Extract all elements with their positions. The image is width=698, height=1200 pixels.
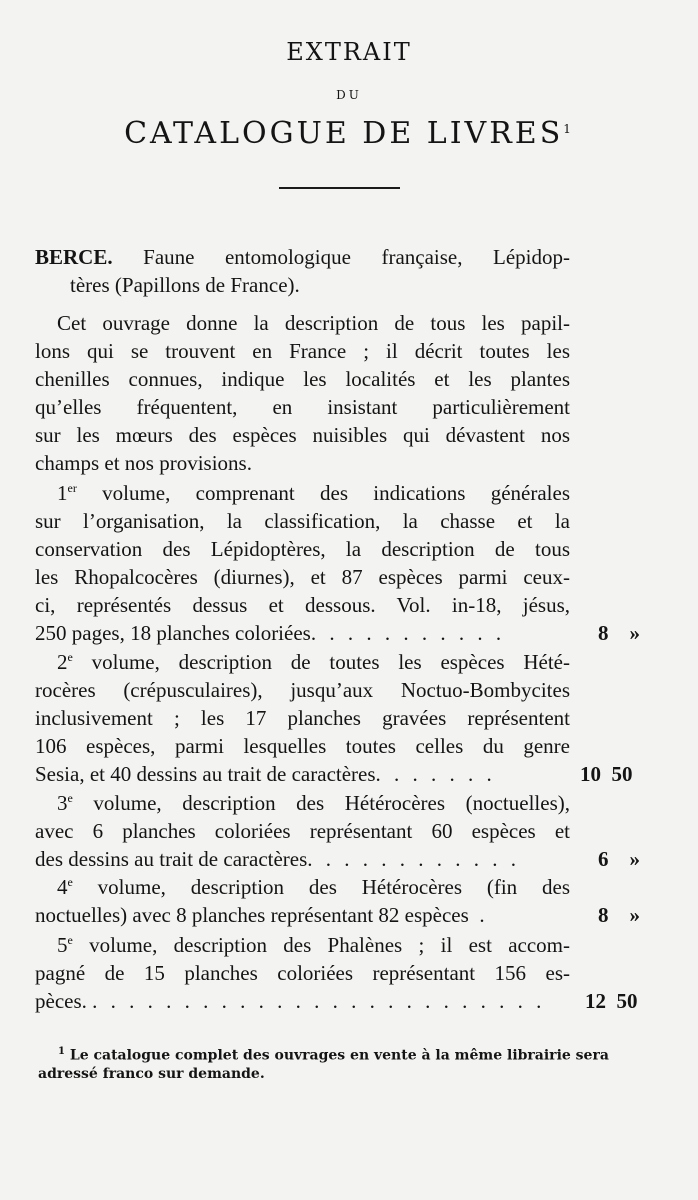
price-centimes: 50: [611, 762, 633, 786]
dot-leader: . . . . . . . . . . .: [310, 621, 506, 645]
volume-3-text: volume, description des Hétérocères (noctuelles),: [72, 791, 570, 815]
entry-title-line-2: tères (Papillons de France).: [70, 273, 300, 297]
volume-2-text-end: Sesia, et 40 dessins au trait de caractères: [35, 762, 376, 786]
description-line: lons qui se trouvent en France ; il décrit toutes les: [35, 339, 570, 363]
volume-1-line: les Rhopalcocères (diurnes), et 87 espèces parmi ceux-: [35, 565, 570, 589]
dot-leader: . . . . . . .: [375, 762, 496, 786]
entry-title-text: Faune entomologique française, Lépidop-: [143, 245, 571, 269]
volume-2-ordinal: e: [67, 650, 73, 664]
volume-5-text-end: pèces.: [35, 989, 87, 1013]
volume-4-line: [35, 901, 489, 929]
description-line: Cet ouvrage donne la description de tous les papil-: [57, 311, 570, 335]
dot-leader: . . . . . . . . . . . . . . . . . . . . . . . . .: [92, 989, 546, 1013]
volume-5-line: pagné de 15 planches coloriées représentant 156 es-: [35, 961, 570, 985]
du-heading: DU: [336, 88, 362, 102]
description-line: sur les mœurs des espèces nuisibles qui dévastent nos: [35, 423, 570, 447]
price-francs: 12: [585, 989, 606, 1013]
price-centimes: »: [629, 847, 640, 871]
volume-2-line: rocères (crépusculaires), jusqu’aux Noctuo-Bombycites: [35, 678, 570, 702]
volume-2-price: [580, 760, 633, 788]
volume-4-line: [57, 873, 570, 901]
volume-5-ordinal: e: [67, 933, 73, 947]
catalogue-title: [0, 116, 698, 151]
volume-3-line: avec 6 planches coloriées représentant 60 espèces et: [35, 819, 570, 843]
volume-4-text-end: noctuelles) avec 8 planches représentant 82 espèces: [35, 903, 469, 927]
description-line: champs et nos provisions.: [35, 451, 252, 475]
volume-2-line: 106 espèces, parmi lesquelles toutes celles du genre: [35, 734, 570, 758]
volume-1-line: [35, 619, 505, 647]
volume-2-line: [57, 648, 570, 676]
volume-1-text-end: 250 pages, 18 planches coloriées: [35, 621, 311, 645]
catalogue-title-text: CATALOGUE DE LIVRES: [124, 116, 564, 151]
volume-1-line: ci, représentés dessus et dessous. Vol. in-18, jésus,: [35, 593, 570, 617]
volume-4-ordinal: e: [67, 875, 73, 889]
description-line: qu’elles fréquentent, en insistant particulièrement: [35, 395, 570, 419]
volume-5-text: volume, description des Phalènes ; il est accom-: [72, 933, 570, 957]
volume-4-text: volume, description des Hétérocères (fin des: [72, 875, 570, 899]
price-centimes: 50: [616, 989, 638, 1013]
volume-1-line: sur l’organisation, la classification, la chasse et la: [35, 509, 570, 533]
volume-4-price: [598, 901, 640, 929]
price-francs: 10: [580, 762, 601, 786]
volume-1-ordinal: er: [67, 481, 77, 495]
volume-5-line: [35, 987, 545, 1015]
price-francs: 6: [598, 847, 609, 871]
price-francs: 8: [598, 903, 609, 927]
description-line: chenilles connues, indique les localités et les plantes: [35, 367, 570, 391]
volume-4-number: 4: [57, 875, 68, 899]
footnote-mark: 1: [58, 1046, 65, 1057]
price-francs: 8: [598, 621, 609, 645]
extrait-heading: EXTRAIT: [286, 38, 412, 66]
dot-leader: . . . . . . . . . . . .: [307, 847, 521, 871]
footnote-text: Le catalogue complet des ouvrages en vente à la même librairie sera: [69, 1047, 609, 1064]
volume-1-line: conservation des Lépidoptères, la description de tous: [35, 537, 570, 561]
volume-2-text: volume, description de toutes les espèces Hété-: [72, 650, 570, 674]
volume-2-number: 2: [57, 650, 68, 674]
title-rule: [279, 187, 400, 189]
volume-5-line: [57, 931, 570, 959]
entry-title-line-1: [35, 243, 570, 271]
volume-1-line: [57, 479, 570, 507]
volume-3-line: [35, 845, 520, 873]
volume-2-line: inclusivement ; les 17 planches gravées représentent: [35, 706, 570, 730]
footnote-line-2: adressé franco sur demande.: [38, 1066, 265, 1082]
volume-1-price: [598, 619, 640, 647]
volume-3-line: [57, 789, 570, 817]
volume-3-ordinal: e: [67, 791, 73, 805]
volume-3-text-end: des dessins au trait de caractères: [35, 847, 308, 871]
footnote-line-1: [58, 1042, 609, 1066]
volume-3-price: [598, 845, 640, 873]
entry-author: BERCE.: [35, 245, 113, 269]
price-centimes: »: [629, 903, 640, 927]
volume-5-number: 5: [57, 933, 68, 957]
price-centimes: »: [629, 621, 640, 645]
dot-leader: .: [479, 903, 489, 927]
footnote-reference: 1: [563, 122, 574, 136]
volume-3-number: 3: [57, 791, 68, 815]
volume-2-line: [35, 760, 496, 788]
volume-1-number: 1: [57, 481, 68, 505]
volume-5-price: [585, 987, 638, 1015]
volume-1-text: volume, comprenant des indications générales: [76, 481, 570, 505]
